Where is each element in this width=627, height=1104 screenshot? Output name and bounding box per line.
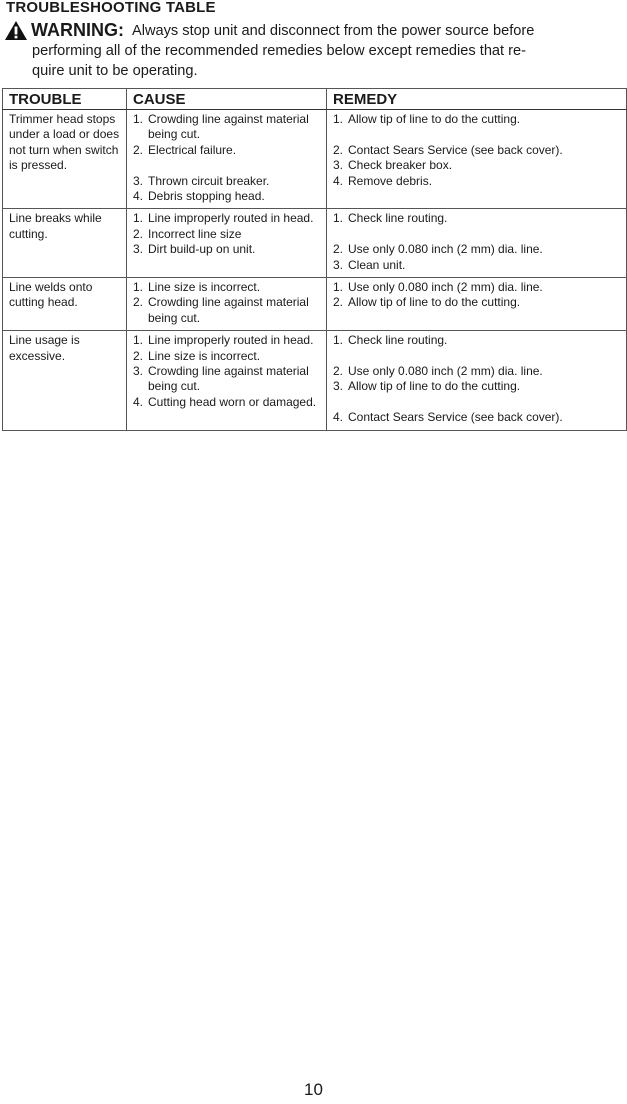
cause-text: Dirt build-up on unit.: [148, 242, 256, 257]
remedy-item: [333, 410, 622, 425]
remedy-text: Use only 0.080 inch (2 mm) dia. line.: [348, 242, 543, 257]
warning-text-line-2: performing all of the recommended remedies below except remedies that re-: [32, 43, 526, 59]
troubleshooting-table: [2, 88, 627, 431]
cause-item: [133, 189, 322, 204]
cause-item: [133, 333, 322, 348]
page-number: 10: [304, 1080, 323, 1099]
remedy-text: Allow tip of line to do the cutting.: [348, 295, 521, 310]
remedy-text: Check breaker box.: [348, 158, 453, 173]
remedy-item: [333, 295, 622, 310]
remedy-cell: [327, 331, 627, 430]
cause-number: 3.: [133, 364, 144, 379]
cause-number: 2.: [133, 348, 144, 363]
table-header-row: [3, 89, 627, 110]
cause-text: Crowding line against material being cut.: [148, 364, 309, 394]
cause-item: [133, 112, 322, 143]
cause-item: [133, 174, 322, 189]
cause-text: Line size is incorrect.: [148, 348, 261, 363]
cause-cell: [127, 331, 327, 430]
remedy-cell: [327, 209, 627, 278]
cause-number: 1.: [133, 112, 144, 126]
remedy-text: Allow tip of line to do the cutting.: [348, 379, 521, 394]
cause-text: Thrown circuit breaker.: [148, 173, 270, 188]
remedy-number: 3.: [333, 379, 344, 394]
remedy-text: Check line routing.: [348, 211, 448, 226]
cause-number: 2.: [133, 226, 144, 241]
remedy-item: [333, 280, 622, 295]
cause-text: Cutting head worn or damaged.: [148, 394, 317, 409]
cause-item: [133, 242, 322, 257]
cause-text: Debris stopping head.: [148, 189, 265, 204]
remedy-text: Check line routing.: [348, 333, 448, 348]
remedy-item: [333, 333, 622, 348]
cause-cell: [127, 278, 327, 331]
header-cause: CAUSE: [127, 89, 327, 110]
table-row: [3, 331, 627, 430]
cause-number: 3.: [133, 242, 144, 257]
trouble-cell: Line usage is excessive.: [3, 331, 127, 430]
cause-number: 2.: [133, 295, 144, 310]
table-row: [3, 110, 627, 209]
remedy-item: [333, 364, 622, 379]
table-row: [3, 209, 627, 278]
cause-item: [133, 349, 322, 364]
trouble-cell: Line breaks while cutting.: [3, 209, 127, 278]
cause-cell: [127, 110, 327, 209]
remedy-number: 2.: [333, 242, 344, 257]
cause-item: [133, 395, 322, 410]
cause-number: 1.: [133, 280, 144, 295]
header-remedy: REMEDY: [327, 89, 627, 110]
remedy-cell: [327, 278, 627, 331]
table-row: [3, 278, 627, 331]
cause-text: Line improperly routed in head.: [148, 333, 314, 348]
remedy-item: [333, 143, 622, 158]
remedy-text: Use only 0.080 inch (2 mm) dia. line.: [348, 280, 543, 295]
cause-item: [133, 227, 322, 242]
trouble-cell: Line welds onto cutting head.: [3, 278, 127, 331]
remedy-item: [333, 158, 622, 173]
remedy-item: [333, 379, 622, 394]
remedy-text: Contact Sears Service (see back cover).: [348, 410, 563, 425]
remedy-number: 3.: [333, 257, 344, 272]
remedy-number: 1.: [333, 280, 344, 295]
cause-text: Incorrect line size: [148, 226, 242, 241]
cause-number: 2.: [133, 142, 144, 157]
remedy-number: 3.: [333, 158, 344, 173]
cause-item: [133, 143, 322, 158]
cause-number: 4.: [133, 189, 144, 204]
cause-text: Crowding line against material being cut.: [148, 112, 309, 142]
remedy-number: 1.: [333, 211, 344, 226]
cause-number: 4.: [133, 394, 144, 409]
cause-cell: [127, 209, 327, 278]
remedy-item: [333, 258, 622, 273]
cause-item: [133, 295, 322, 326]
warning-notice: [4, 20, 616, 81]
cause-text: Line improperly routed in head.: [148, 211, 314, 226]
remedy-number: 2.: [333, 295, 344, 310]
cause-text: Electrical failure.: [148, 142, 237, 157]
remedy-number: 1.: [333, 112, 344, 126]
remedy-text: Allow tip of line to do the cutting.: [348, 112, 521, 126]
warning-text-line-3: quire unit to be operating.: [32, 63, 198, 79]
cause-text: Crowding line against material being cut.: [148, 295, 309, 325]
cause-number: 3.: [133, 173, 144, 188]
remedy-item: [333, 174, 622, 189]
remedy-number: 4.: [333, 173, 344, 188]
warning-label: WARNING:: [31, 20, 124, 40]
header-trouble: TROUBLE: [3, 89, 127, 110]
warning-triangle-icon: [4, 20, 28, 41]
remedy-number: 1.: [333, 333, 344, 348]
remedy-text: Use only 0.080 inch (2 mm) dia. line.: [348, 364, 543, 379]
cause-number: 1.: [133, 211, 144, 226]
remedy-text: Contact Sears Service (see back cover).: [348, 142, 563, 157]
cause-item: [133, 211, 322, 226]
remedy-item: [333, 242, 622, 257]
trouble-cell: Trimmer head stops under a load or does not turn when switch is pressed.: [3, 110, 127, 209]
remedy-item: [333, 211, 622, 226]
remedy-text: Remove debris.: [348, 173, 433, 188]
cause-text: Line size is incorrect.: [148, 280, 261, 295]
remedy-cell: [327, 110, 627, 209]
remedy-number: 4.: [333, 410, 344, 425]
remedy-text: Clean unit.: [348, 257, 406, 272]
cause-item: [133, 280, 322, 295]
cause-item: [133, 364, 322, 395]
warning-text-line-1: Always stop unit and disconnect from the power source before: [132, 23, 535, 39]
page-title: TROUBLESHOOTING TABLE: [6, 0, 216, 16]
remedy-number: 2.: [333, 142, 344, 157]
cause-number: 1.: [133, 333, 144, 348]
remedy-item: [333, 112, 622, 127]
remedy-number: 2.: [333, 364, 344, 379]
